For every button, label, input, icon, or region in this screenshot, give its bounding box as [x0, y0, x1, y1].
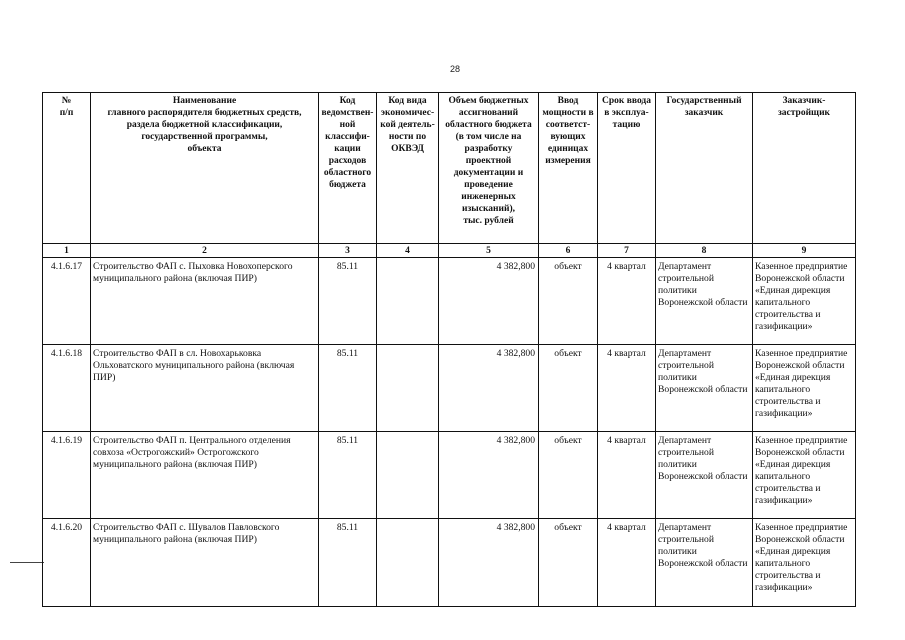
state-customer-cell: Департамент строительной политики Воронежской области — [656, 345, 753, 432]
header-row — [43, 93, 856, 244]
table-row — [43, 258, 856, 345]
capacity-cell: объект — [539, 519, 598, 607]
item-number-cell: 4.1.6.19 — [43, 432, 91, 519]
column-number-cell: 7 — [598, 244, 656, 258]
budget-amount-cell: 4 382,800 — [439, 345, 539, 432]
header-state-customer: Государственный заказчик — [656, 93, 753, 244]
commissioning-term-cell: 4 квартал — [598, 345, 656, 432]
header-okved-code: Код вида экономичес- кой деятель- ности по ОКВЭД — [377, 93, 439, 244]
object-name-cell: Строительство ФАП п. Центрального отделения совхоза «Острогожский» Острогожского муниципального района (включая ПИР) — [91, 432, 319, 519]
column-number-cell: 2 — [91, 244, 319, 258]
okved-cell — [377, 258, 439, 345]
budget-amount-cell: 4 382,800 — [439, 432, 539, 519]
table-row — [43, 432, 856, 519]
header-capacity: Ввод мощности в соответст- вующих единицах измерения — [539, 93, 598, 244]
column-number-cell: 4 — [377, 244, 439, 258]
column-number-cell: 5 — [439, 244, 539, 258]
developer-cell: Казенное предприятие Воронежской области «Единая дирекция капитального строительства и газификации» — [753, 519, 856, 607]
okved-cell — [377, 519, 439, 607]
budget-amount-cell: 4 382,800 — [439, 519, 539, 607]
budget-code-cell: 85.11 — [319, 432, 377, 519]
table-row — [43, 345, 856, 432]
item-number-cell: 4.1.6.17 — [43, 258, 91, 345]
header-object-name: Наименование главного распорядителя бюджетных средств, раздела бюджетной классификации, государственной программы, объекта — [91, 93, 319, 244]
column-number-cell: 9 — [753, 244, 856, 258]
okved-cell — [377, 432, 439, 519]
column-number-cell: 8 — [656, 244, 753, 258]
header-budget-amount: Объем бюджетных ассигнований областного бюджета (в том числе на разработку проектной документации и проведение инженерных изысканий), тыс. рублей — [439, 93, 539, 244]
object-name-cell: Строительство ФАП с. Шувалов Павловского муниципального района (включая ПИР) — [91, 519, 319, 607]
object-name-cell: Строительство ФАП с. Пыховка Новохоперского муниципального района (включая ПИР) — [91, 258, 319, 345]
item-number-cell: 4.1.6.18 — [43, 345, 91, 432]
state-customer-cell: Департамент строительной политики Воронежской области — [656, 258, 753, 345]
object-name-cell: Строительство ФАП в сл. Новохарьковка Ольховатского муниципального района (включая ПИР) — [91, 345, 319, 432]
capacity-cell: объект — [539, 345, 598, 432]
budget-amount-cell: 4 382,800 — [439, 258, 539, 345]
budget-code-cell: 85.11 — [319, 519, 377, 607]
state-customer-cell: Департамент строительной политики Воронежской области — [656, 432, 753, 519]
commissioning-term-cell: 4 квартал — [598, 258, 656, 345]
okved-cell — [377, 345, 439, 432]
header-budget-code: Код ведомствен- ной классифи- кации расходов областного бюджета — [319, 93, 377, 244]
page-number: 28 — [449, 64, 460, 74]
table-row — [43, 519, 856, 607]
commissioning-term-cell: 4 квартал — [598, 432, 656, 519]
column-numbers-row — [43, 244, 856, 258]
column-number-cell: 6 — [539, 244, 598, 258]
developer-cell: Казенное предприятие Воронежской области «Единая дирекция капитального строительства и газификации» — [753, 345, 856, 432]
budget-code-cell: 85.11 — [319, 345, 377, 432]
table-body — [43, 258, 856, 607]
budget-code-cell: 85.11 — [319, 258, 377, 345]
column-number-cell: 3 — [319, 244, 377, 258]
developer-cell: Казенное предприятие Воронежской области «Единая дирекция капитального строительства и газификации» — [753, 432, 856, 519]
table-head — [43, 93, 856, 258]
column-number-cell: 1 — [43, 244, 91, 258]
margin-line — [10, 562, 44, 563]
header-item-number: № п/п — [43, 93, 91, 244]
capacity-cell: объект — [539, 432, 598, 519]
budget-objects-table — [42, 92, 856, 607]
developer-cell: Казенное предприятие Воронежской области «Единая дирекция капитального строительства и газификации» — [753, 258, 856, 345]
commissioning-term-cell: 4 квартал — [598, 519, 656, 607]
header-commissioning-term: Срок ввода в эксплуа- тацию — [598, 93, 656, 244]
capacity-cell: объект — [539, 258, 598, 345]
state-customer-cell: Департамент строительной политики Воронежской области — [656, 519, 753, 607]
item-number-cell: 4.1.6.20 — [43, 519, 91, 607]
header-developer: Заказчик- застройщик — [753, 93, 856, 244]
